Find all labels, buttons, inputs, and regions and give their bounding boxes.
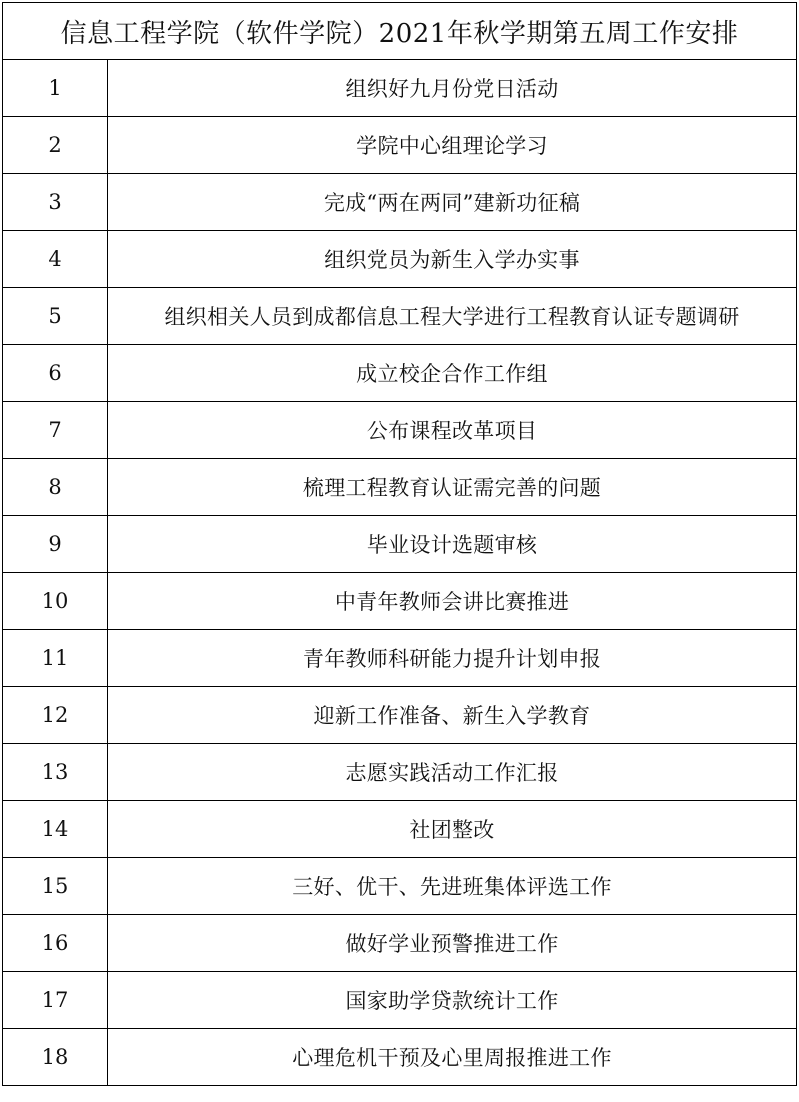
row-number: 12: [3, 687, 108, 744]
row-number: 11: [3, 630, 108, 687]
task-description: 社团整改: [108, 801, 797, 858]
table-row: [3, 858, 797, 915]
row-number: 2: [3, 117, 108, 174]
schedule-rows: [3, 60, 797, 1086]
task-description: 公布课程改革项目: [108, 402, 797, 459]
table-row: [3, 801, 797, 858]
row-number: 4: [3, 231, 108, 288]
title-row: [3, 3, 797, 60]
table-row: [3, 744, 797, 801]
row-number: 14: [3, 801, 108, 858]
row-number: 8: [3, 459, 108, 516]
table-row: [3, 231, 797, 288]
row-number: 3: [3, 174, 108, 231]
row-number: 9: [3, 516, 108, 573]
task-description: 组织相关人员到成都信息工程大学进行工程教育认证专题调研: [108, 288, 797, 345]
task-description: 完成“两在两同”建新功征稿: [108, 174, 797, 231]
table-row: [3, 60, 797, 117]
table-row: [3, 1029, 797, 1086]
row-number: 16: [3, 915, 108, 972]
task-description: 三好、优干、先进班集体评选工作: [108, 858, 797, 915]
task-description: 国家助学贷款统计工作: [108, 972, 797, 1029]
table-row: [3, 345, 797, 402]
row-number: 1: [3, 60, 108, 117]
row-number: 18: [3, 1029, 108, 1086]
task-description: 志愿实践活动工作汇报: [108, 744, 797, 801]
page-title: 信息工程学院（软件学院）2021年秋学期第五周工作安排: [3, 3, 797, 60]
row-number: 5: [3, 288, 108, 345]
row-number: 6: [3, 345, 108, 402]
row-number: 15: [3, 858, 108, 915]
schedule-table: [2, 2, 797, 1086]
table-row: [3, 573, 797, 630]
table-row: [3, 915, 797, 972]
task-description: 迎新工作准备、新生入学教育: [108, 687, 797, 744]
row-number: 13: [3, 744, 108, 801]
task-description: 做好学业预警推进工作: [108, 915, 797, 972]
table-row: [3, 402, 797, 459]
task-description: 组织好九月份党日活动: [108, 60, 797, 117]
row-number: 7: [3, 402, 108, 459]
task-description: 梳理工程教育认证需完善的问题: [108, 459, 797, 516]
table-row: [3, 972, 797, 1029]
task-description: 心理危机干预及心里周报推进工作: [108, 1029, 797, 1086]
row-number: 10: [3, 573, 108, 630]
task-description: 中青年教师会讲比赛推进: [108, 573, 797, 630]
task-description: 组织党员为新生入学办实事: [108, 231, 797, 288]
table-row: [3, 516, 797, 573]
table-row: [3, 459, 797, 516]
task-description: 学院中心组理论学习: [108, 117, 797, 174]
task-description: 成立校企合作工作组: [108, 345, 797, 402]
task-description: 青年教师科研能力提升计划申报: [108, 630, 797, 687]
table-row: [3, 687, 797, 744]
table-row: [3, 174, 797, 231]
table-row: [3, 288, 797, 345]
table-row: [3, 630, 797, 687]
task-description: 毕业设计选题审核: [108, 516, 797, 573]
row-number: 17: [3, 972, 108, 1029]
table-row: [3, 117, 797, 174]
